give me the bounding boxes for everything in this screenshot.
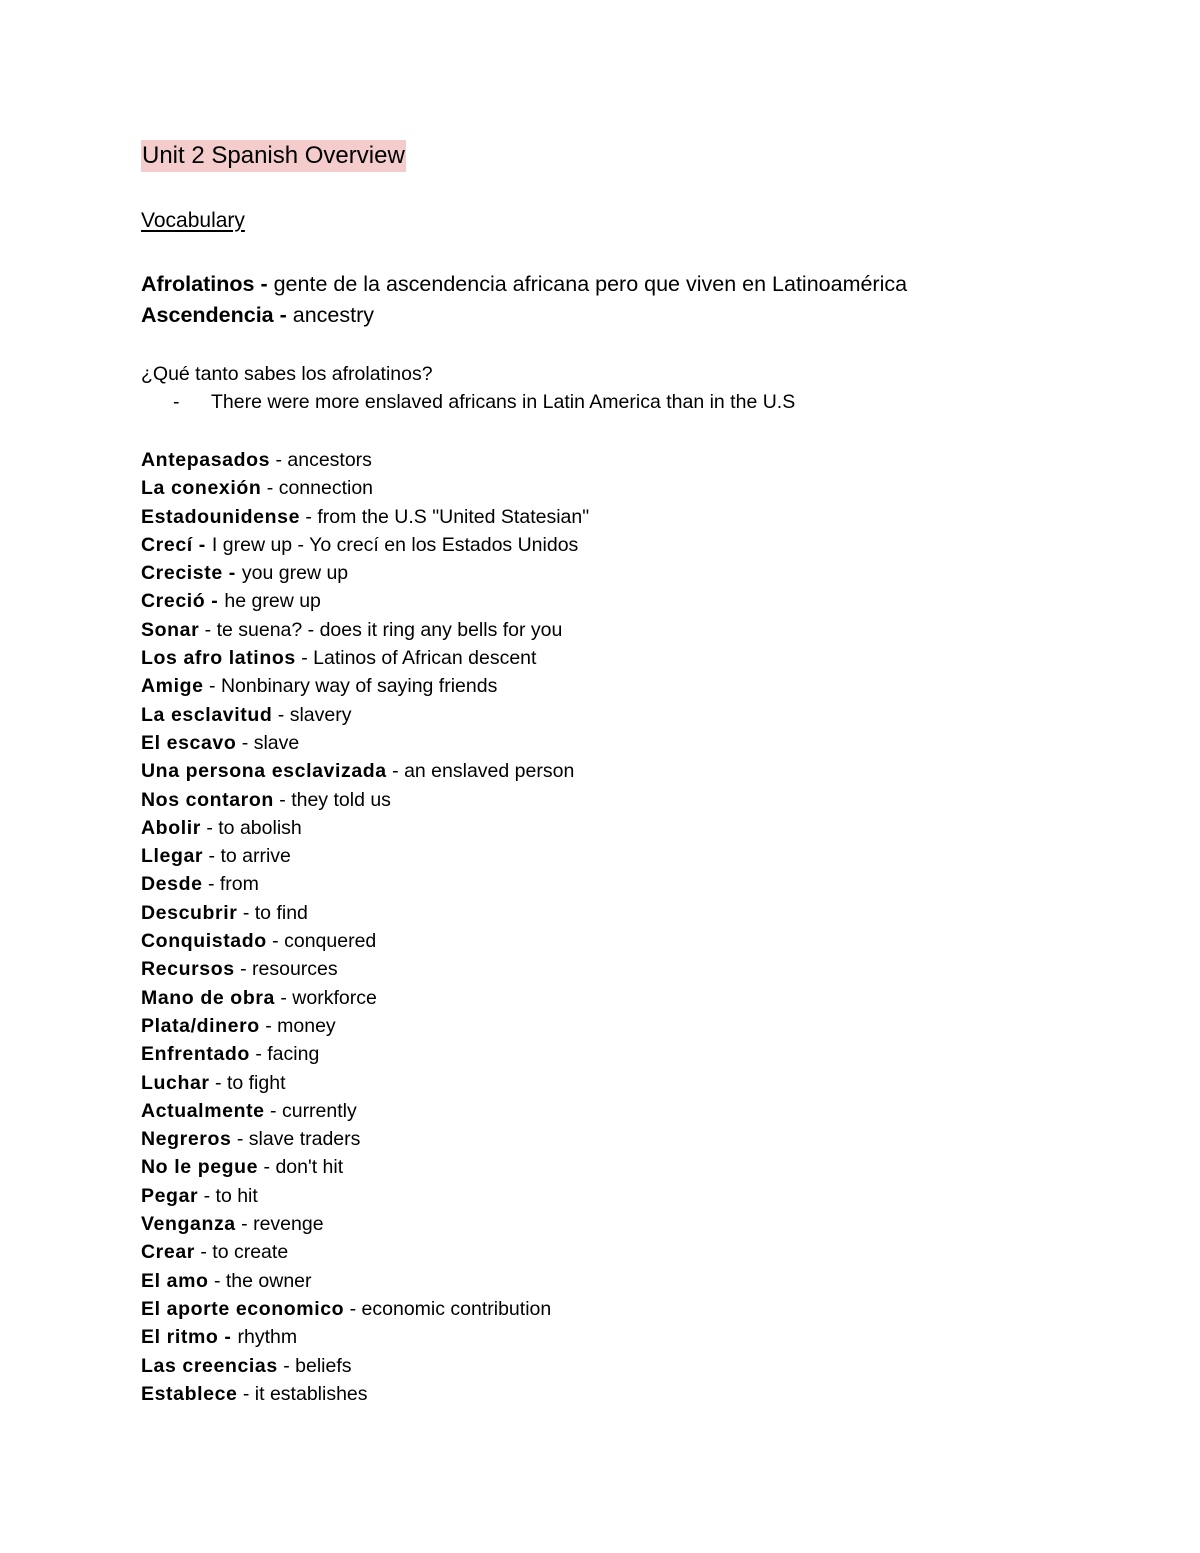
vocabulary-term: Crear	[141, 1241, 195, 1264]
vocabulary-definition: - slavery	[272, 703, 352, 726]
vocabulary-term: Una persona esclavizada	[141, 760, 387, 783]
vocabulary-item	[141, 587, 589, 615]
vocabulary-definition: - to hit	[198, 1184, 258, 1207]
vocabulary-definition: - workforce	[274, 986, 377, 1009]
vocabulary-definition: - facing	[249, 1043, 320, 1066]
bullet-text: There were more enslaved africans in Latin America than in the U.S	[211, 391, 796, 413]
vocabulary-item	[141, 757, 589, 785]
vocabulary-definition: - to abolish	[200, 816, 302, 839]
vocabulary-definition: you grew up	[241, 562, 349, 585]
vocabulary-list	[141, 446, 589, 1408]
vocabulary-item	[141, 474, 589, 502]
vocabulary-definition: - slave traders	[231, 1128, 361, 1151]
vocabulary-item	[141, 559, 589, 587]
vocabulary-definition: rhythm	[237, 1326, 298, 1349]
vocabulary-definition: - conquered	[266, 930, 377, 953]
vocabulary-definition: - connection	[261, 477, 374, 500]
vocabulary-definition: - Nonbinary way of saying friends	[203, 675, 498, 698]
vocabulary-item	[141, 616, 589, 644]
vocabulary-term: No le pegue	[141, 1156, 259, 1179]
definition-term: Afrolatinos -	[141, 272, 274, 296]
vocabulary-term: Las creencias	[141, 1354, 278, 1377]
vocabulary-item	[141, 814, 589, 842]
vocabulary-term: Establece	[141, 1382, 238, 1405]
vocabulary-definition: - currently	[264, 1099, 357, 1122]
vocabulary-term: Creció -	[141, 590, 225, 613]
vocabulary-definition: - to arrive	[203, 845, 291, 868]
vocabulary-definition: - resources	[234, 958, 338, 981]
vocabulary-item	[141, 870, 589, 898]
vocabulary-definition: - it establishes	[237, 1382, 368, 1405]
definition-text: ancestry	[292, 303, 375, 327]
vocabulary-term: Llegar	[141, 845, 204, 868]
vocabulary-term: Plata/dinero	[141, 1014, 260, 1037]
vocabulary-definition: - ancestors	[270, 449, 372, 471]
vocabulary-term: El amo	[141, 1269, 209, 1292]
vocabulary-term: Los afro latinos	[141, 647, 296, 670]
vocabulary-term: Mano de obra	[141, 986, 275, 1009]
vocabulary-item	[141, 1125, 589, 1153]
vocabulary-item	[141, 1040, 589, 1068]
vocabulary-item	[141, 1267, 589, 1295]
vocabulary-item	[141, 1012, 589, 1040]
vocabulary-item	[141, 1323, 589, 1351]
vocabulary-definition: - slave	[236, 731, 300, 754]
vocabulary-term: Abolir	[141, 816, 201, 839]
definition-text: gente de la ascendencia africana pero que viven en Latinoamérica	[273, 272, 908, 296]
vocabulary-item	[141, 1238, 589, 1266]
vocabulary-item	[141, 644, 589, 672]
key-definition	[141, 269, 907, 299]
vocabulary-item	[141, 503, 589, 531]
vocabulary-definition: - to create	[194, 1241, 289, 1264]
vocabulary-item	[141, 446, 589, 474]
vocabulary-term: El ritmo -	[141, 1326, 238, 1349]
vocabulary-item	[141, 786, 589, 814]
vocabulary-item	[141, 1210, 589, 1238]
vocabulary-term: Desde	[141, 873, 203, 896]
vocabulary-definition: I grew up - Yo crecí en los Estados Unidos	[211, 533, 579, 556]
vocabulary-term: La conexión	[141, 477, 262, 500]
vocabulary-term: Enfrentado	[141, 1043, 250, 1066]
vocabulary-item	[141, 701, 589, 729]
vocabulary-term: Actualmente	[141, 1099, 265, 1122]
vocabulary-term: Pegar	[141, 1184, 199, 1207]
vocabulary-item	[141, 1097, 589, 1125]
vocabulary-term: Crecí -	[141, 533, 212, 556]
definition-term: Ascendencia -	[141, 303, 293, 327]
vocabulary-definition: - revenge	[235, 1213, 324, 1236]
vocabulary-definition: - they told us	[273, 788, 391, 811]
vocabulary-definition: - to find	[237, 901, 308, 924]
bullet-marker: -	[173, 391, 180, 413]
vocabulary-term: Venganza	[141, 1213, 236, 1236]
vocabulary-term: Negreros	[141, 1128, 232, 1151]
vocabulary-term: Sonar	[141, 618, 200, 641]
vocabulary-item	[141, 1352, 589, 1380]
vocabulary-definition: - to fight	[209, 1071, 286, 1094]
vocabulary-term: La esclavitud	[141, 703, 273, 726]
vocabulary-definition: - beliefs	[277, 1354, 352, 1377]
vocabulary-item	[141, 842, 589, 870]
vocabulary-term: Recursos	[141, 958, 235, 981]
vocabulary-item	[141, 729, 589, 757]
vocabulary-definition: - don't hit	[258, 1156, 344, 1179]
vocabulary-term: El aporte economico	[141, 1297, 345, 1320]
vocabulary-term: Creciste -	[141, 562, 242, 585]
vocabulary-definition: - money	[259, 1014, 336, 1037]
vocabulary-term: El escavo	[141, 731, 237, 754]
page-title: Unit 2 Spanish Overview	[141, 140, 406, 172]
vocabulary-item	[141, 1182, 589, 1210]
vocabulary-definition: - from	[202, 873, 259, 896]
vocabulary-term: Nos contaron	[141, 788, 274, 811]
vocabulary-definition: - an enslaved person	[386, 760, 575, 783]
vocabulary-item	[141, 531, 589, 559]
vocabulary-item	[141, 1069, 589, 1097]
vocabulary-term: Amige	[141, 675, 204, 698]
question-heading: ¿Qué tanto sabes los afrolatinos?	[141, 363, 433, 385]
vocabulary-item	[141, 672, 589, 700]
vocabulary-definition: - from the U.S "United Statesian"	[300, 505, 590, 528]
vocabulary-definition: - economic contribution	[344, 1297, 552, 1320]
vocabulary-item	[141, 1380, 589, 1408]
vocabulary-definition: he grew up	[224, 590, 321, 613]
bullet-item	[173, 388, 795, 416]
vocabulary-item	[141, 927, 589, 955]
vocabulary-item	[141, 899, 589, 927]
vocabulary-term: Estadounidense	[141, 505, 301, 528]
section-heading-vocabulary: Vocabulary	[141, 209, 245, 232]
vocabulary-item	[141, 984, 589, 1012]
vocabulary-term: Descubrir	[141, 901, 238, 924]
vocabulary-definition: - te suena? - does it ring any bells for you	[199, 618, 563, 641]
vocabulary-item	[141, 1153, 589, 1181]
key-definition	[141, 300, 374, 330]
vocabulary-term: Luchar	[141, 1071, 210, 1094]
vocabulary-item	[141, 1295, 589, 1323]
vocabulary-term: Antepasados	[141, 449, 271, 471]
vocabulary-term: Conquistado	[141, 930, 267, 953]
vocabulary-definition: - Latinos of African descent	[295, 647, 537, 670]
vocabulary-item	[141, 955, 589, 983]
vocabulary-definition: - the owner	[208, 1269, 312, 1292]
